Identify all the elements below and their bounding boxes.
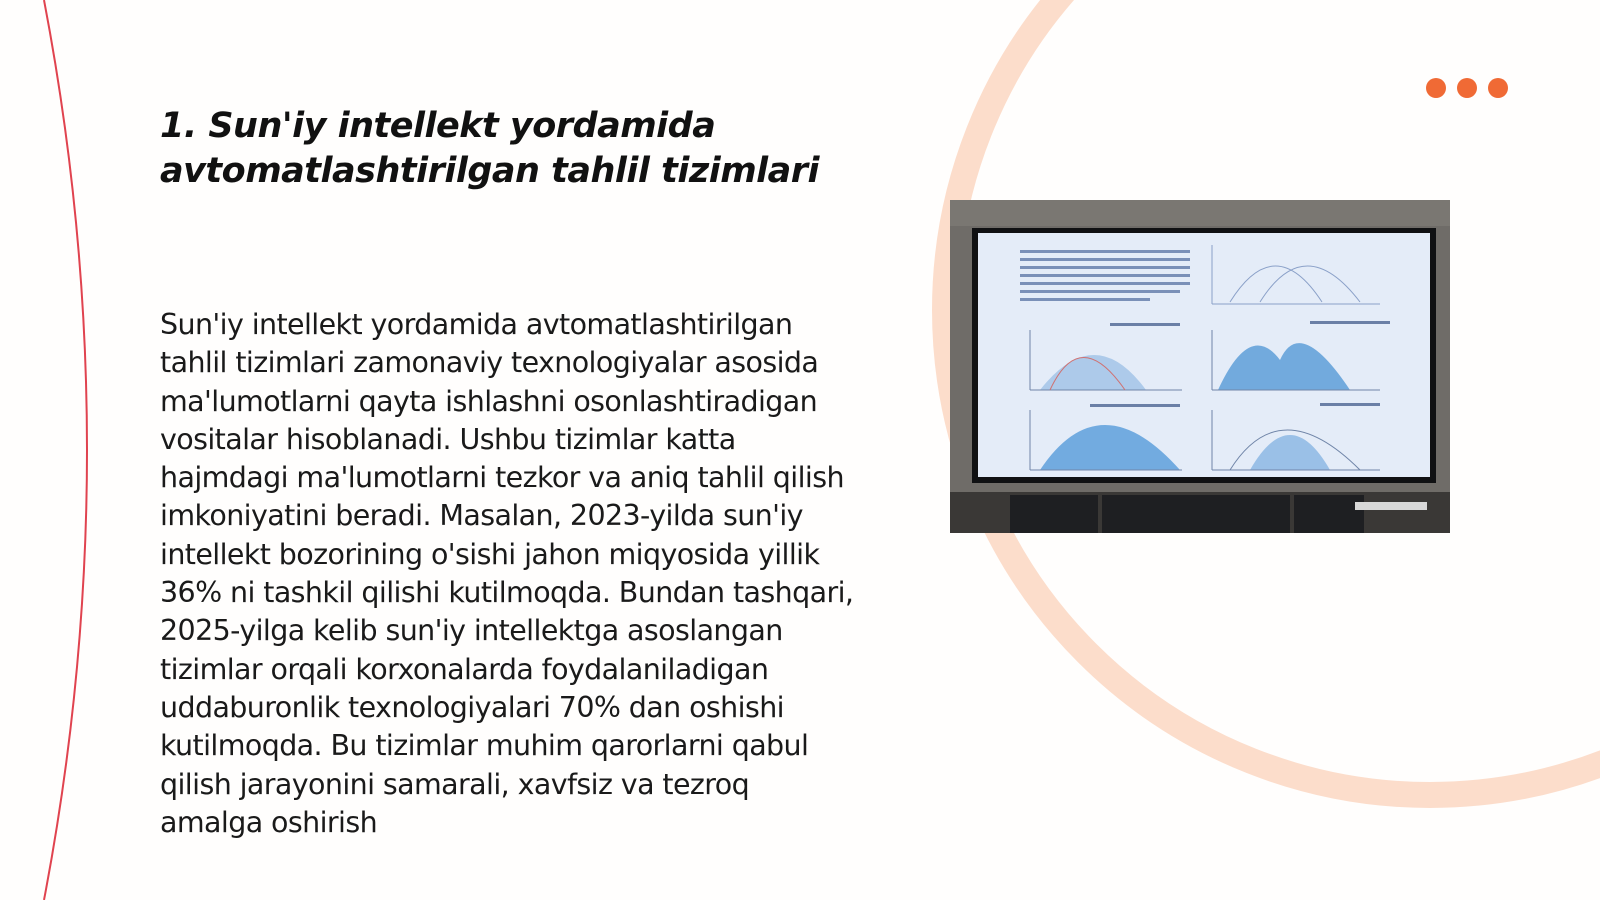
slide-body-text: Sun'iy intellekt yordamida avtomatlashtirilgan tahlil tizimlari zamonaviy texnologiyalar asosida ma'lumotlarni qayta ishlashni osonlashtiradigan vositalar hisoblanadi. Ushbu tizimlar katta hajmdagi ma'lumotlarni tezkor va aniq tahlil qilish imkoniyatini beradi. Masalan, 2023-yilda sun'iy intellekt bozorining o'sishi jahon miqyosida yillik 36% ni tashkil qilishi kutilmoqda. Bundan tashqari, 2025-yilga kelib sun'iy intellektga asoslangan tizimlar orqali korxonalarda foydalaniladigan uddaburonlik texnologiyalari 70% dan oshishi kutilmoqda. Bu tizimlar muhim qarorlarni qabul qilish jarayonini samarali, xavfsiz va tezroq amalga oshirish	[160, 308, 854, 839]
presentation-screen-photo	[950, 200, 1450, 533]
decorative-left-arc	[44, 0, 87, 900]
slide-title: 1. Sun'iy intellekt yordamida avtomatlashtirilgan tahlil tizimlari	[160, 106, 820, 191]
dots-decoration	[1426, 78, 1508, 98]
dot-icon	[1457, 78, 1477, 98]
dot-icon	[1488, 78, 1508, 98]
dot-icon	[1426, 78, 1446, 98]
